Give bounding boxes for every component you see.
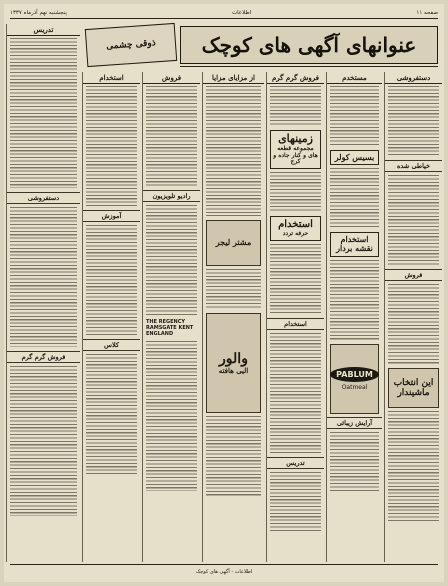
employ-ad — [270, 216, 321, 240]
text-block — [270, 244, 321, 314]
pablum-ad — [330, 344, 379, 414]
sevenup-title: مشتر لیجر — [215, 237, 252, 248]
column-2-head: مستخدم — [327, 72, 382, 84]
column-1-head: دستفروشی — [385, 72, 442, 84]
text-block — [206, 86, 261, 216]
column-3-head: فروش گرم گرم — [267, 72, 324, 84]
text-block — [330, 260, 379, 340]
pablum-logo: PABLUM — [330, 367, 379, 382]
employ-sub: حرفه تردد — [282, 229, 309, 237]
employ-title: استخدام — [278, 219, 313, 231]
text-block — [86, 225, 137, 335]
section-title: استخدام — [267, 318, 324, 330]
illustration — [388, 368, 439, 408]
column-2 — [326, 72, 382, 562]
sevenup-ad — [206, 220, 261, 266]
lands-title: زمینهای — [278, 132, 313, 145]
benz-ad — [330, 150, 379, 165]
column-4-head: از مزایای مزایا — [203, 72, 264, 84]
text-block — [206, 269, 261, 309]
column-6 — [82, 72, 140, 562]
text-block — [146, 341, 197, 491]
column-1 — [384, 72, 442, 562]
text-block — [270, 172, 321, 212]
benz-title: بسیس کولر — [334, 152, 375, 162]
text-block — [388, 175, 439, 265]
column-7 — [6, 24, 80, 562]
section-title: خیاطی شده — [385, 160, 442, 172]
corner-ad: ذوقی چشمی — [85, 23, 177, 67]
column-4 — [202, 72, 264, 562]
section-title: دستفروشی — [7, 192, 80, 204]
section-title: فروش گرم گرم — [7, 351, 80, 363]
text-block — [270, 472, 321, 532]
text-block — [388, 411, 439, 521]
recruit-title: استخدام نقشه بردار — [336, 234, 373, 254]
text-block — [330, 86, 379, 146]
recruit-ad — [330, 232, 379, 256]
valor-ad — [206, 313, 261, 413]
section-title: کلاس — [83, 339, 140, 351]
text-block — [146, 205, 197, 315]
regency-ad: THE REGENCY RAMSGATE KENT ENGLAND — [146, 319, 194, 337]
page-number: صفحه ۱۱ — [416, 9, 438, 16]
text-block — [270, 86, 321, 126]
newspaper-page — [4, 4, 444, 582]
text-block — [330, 168, 379, 228]
text-block — [388, 86, 439, 156]
column-5 — [142, 72, 200, 562]
lands-sub: مجموعه قطعه های و کنار جاده و کرج — [273, 144, 318, 166]
valor-title: والور — [219, 350, 248, 367]
valor-sub: الیی هافته — [218, 366, 249, 376]
column-7-head: تدریس — [7, 24, 80, 36]
paper-name: اطلاعات — [231, 9, 252, 16]
column-5-head: فروش — [143, 72, 200, 84]
text-block — [270, 333, 321, 453]
section-title: رادیو تلویزیون — [143, 190, 200, 202]
column-6-head: استخدام — [83, 72, 140, 84]
text-block — [10, 207, 77, 347]
text-block — [330, 432, 379, 492]
text-block — [86, 354, 137, 474]
page-footer: اطلاعات - آگهی های کوچک — [10, 564, 438, 578]
issue-date: پنجشنبه نهم آذرماه ۱۳۳۷ — [10, 9, 67, 16]
section-title: تدریس — [267, 457, 324, 469]
section-title: آموزش — [83, 210, 140, 222]
text-block — [388, 284, 439, 364]
text-block — [146, 86, 197, 186]
text-block — [10, 366, 77, 516]
pablum-sub: Oatmeal — [341, 383, 368, 391]
vote-ad: این انتخاب ماشیندار — [393, 377, 434, 398]
text-block — [86, 86, 137, 206]
text-block — [10, 38, 77, 188]
classifieds-banner: عنوانهای آگهی های کوچک — [180, 26, 438, 64]
section-title: فروش — [385, 269, 442, 281]
column-3 — [266, 72, 324, 562]
lands-ad — [270, 130, 321, 169]
page-header — [10, 7, 438, 19]
section-title: آرایش زیبائی — [327, 417, 382, 429]
text-block — [206, 416, 261, 496]
